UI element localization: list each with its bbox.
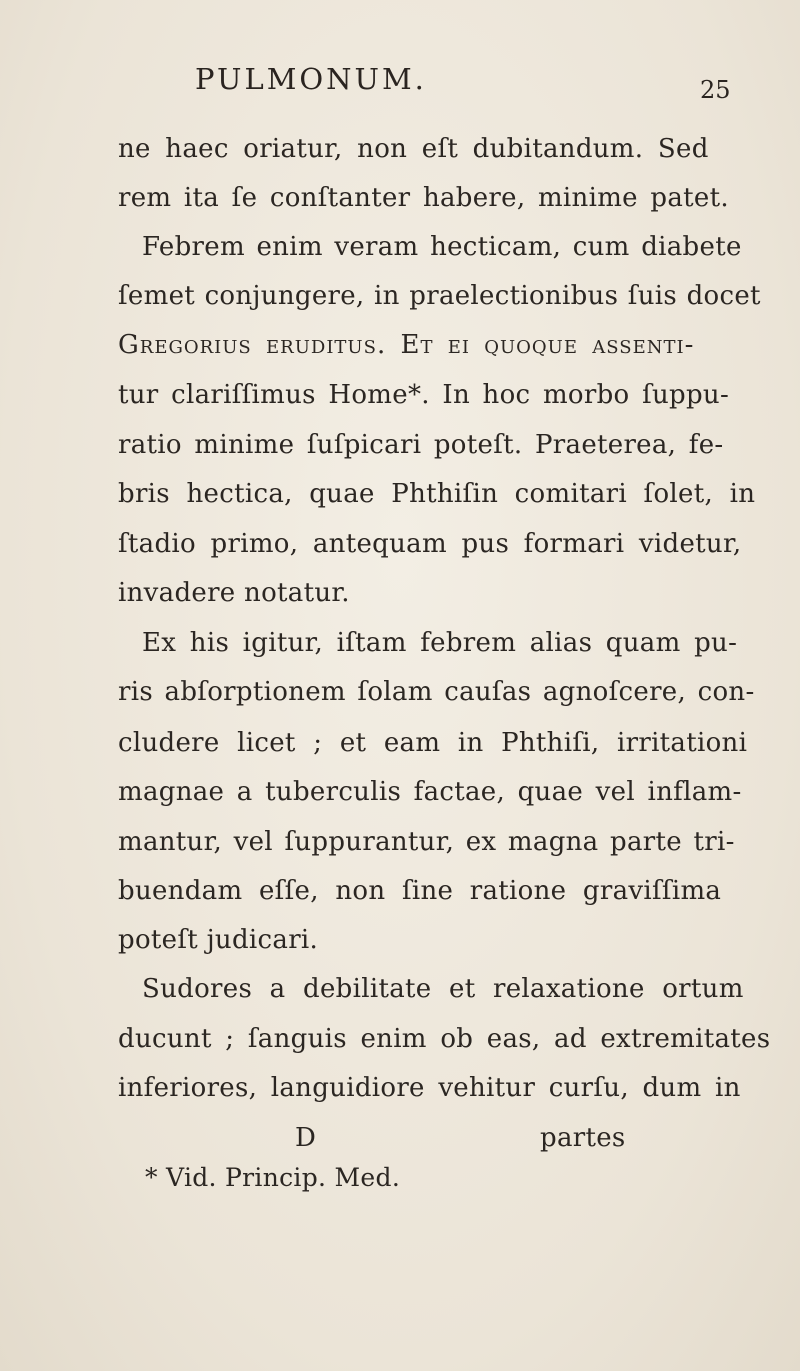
signature-mark: D bbox=[295, 1123, 317, 1153]
text-line: tur clariſſimus Home*. In hoc morbo ſuppu- bbox=[118, 380, 730, 410]
text-line: ducunt ; ſanguis enim ob eas, ad extremitates bbox=[118, 1024, 771, 1054]
text-line: inferiores, languidiore vehitur curſu, dum in bbox=[118, 1073, 741, 1103]
text-line: ris abſorptionem ſolam cauſas agnoſcere, con- bbox=[118, 677, 755, 707]
page-number: 25 bbox=[700, 76, 731, 104]
text-line: Gregorius eruditus. Et ei quoque aſſenti- bbox=[118, 330, 695, 360]
text-line: magnae a tuberculis factae, quae vel inflam- bbox=[118, 777, 742, 807]
text-line: cludere licet ; et eam in Phthiſi, irritationi bbox=[118, 728, 748, 758]
footnote: * Vid. Princip. Med. bbox=[145, 1163, 401, 1192]
text-line: bris hectica, quae Phthiſin comitari ſolet, in bbox=[118, 479, 756, 509]
text-line: rem ita ſe conſtanter habere, minime patet. bbox=[118, 183, 729, 213]
text-line: Sudores a debilitate et relaxatione ortum bbox=[142, 974, 744, 1004]
text-line: ne haec oriatur, non eſt dubitandum. Sed bbox=[118, 134, 709, 164]
text-line: Febrem enim veram hecticam, cum diabete bbox=[142, 232, 742, 262]
text-line: ratio minime ſuſpicari poteſt. Praeterea, fe- bbox=[118, 430, 724, 460]
text-line: buendam eſſe, non ſine ratione graviſſima bbox=[118, 876, 722, 906]
catchword: partes bbox=[540, 1123, 626, 1153]
text-line: ſemet conjungere, in praelectionibus ſuis docet bbox=[118, 281, 761, 311]
text-line: Ex his igitur, iſtam febrem alias quam pu- bbox=[142, 628, 738, 658]
text-line: ſtadio primo, antequam pus formari videtur, bbox=[118, 529, 742, 559]
text-line: mantur, vel ſuppurantur, ex magna parte tri- bbox=[118, 827, 735, 857]
text-line: poteſt judicari. bbox=[118, 925, 319, 955]
running-head: PULMONUM. bbox=[195, 62, 427, 96]
text-line: invadere notatur. bbox=[118, 578, 350, 608]
